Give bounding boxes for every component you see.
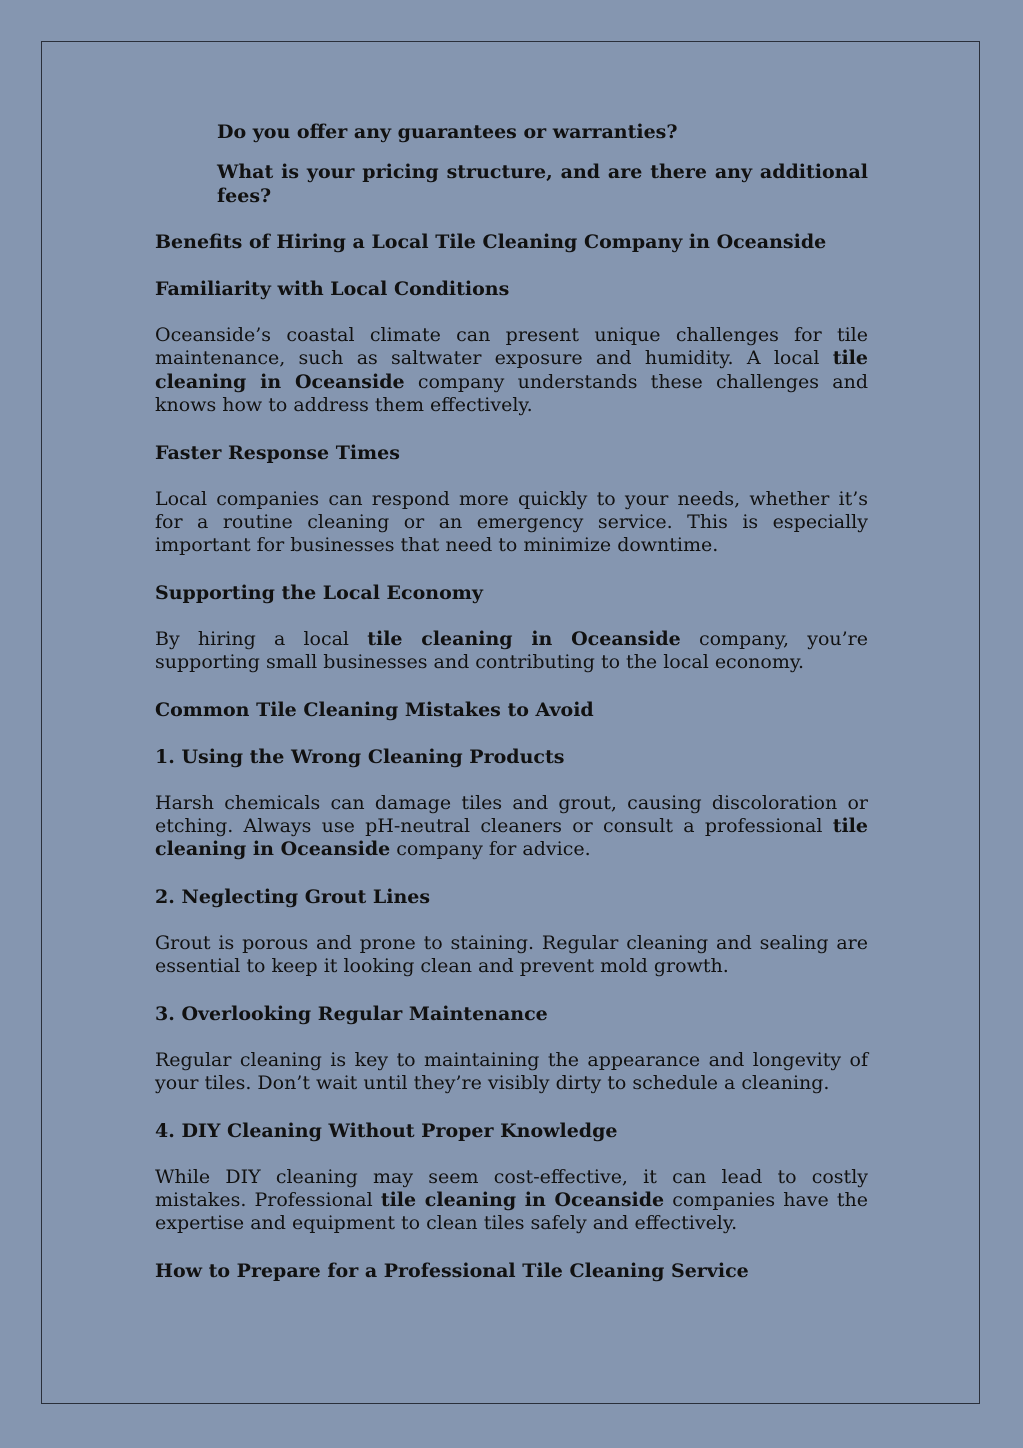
response-paragraph: Local companies can respond more quickly to your needs, whether it’s for a routine cleaning or an emergency service. This is especially important for businesses that need to minimize downtime. xyxy=(155,487,868,557)
wrong-products-keyword: tile cleaning in Oceanside xyxy=(155,815,868,861)
diy-text-b: companies have the expertise and equipment to clean tiles safely and effectively. xyxy=(155,1188,868,1235)
mistakes-heading: Common Tile Cleaning Mistakes to Avoid xyxy=(155,698,594,721)
familiarity-text-b: company understands these challenges and knows how to address them effectively. xyxy=(155,370,868,417)
wrong-products-text-b: company for advice. xyxy=(390,838,591,861)
faq-question-pricing: What is your pricing structure, and are there any additional fees? xyxy=(217,161,868,207)
prepare-heading: How to Prepare for a Professional Tile Cleaning Service xyxy=(155,1259,749,1282)
economy-heading: Supporting the Local Economy xyxy=(155,581,483,604)
document-content xyxy=(155,120,868,1306)
response-heading: Faster Response Times xyxy=(155,441,400,464)
familiarity-heading: Familiarity with Local Conditions xyxy=(155,278,510,300)
economy-text-a: By hiring a local xyxy=(155,627,368,650)
diy-text-a: While DIY cleaning may seem cost-effective, it can lead to costly mistakes. Professional xyxy=(155,1165,868,1211)
diy-heading: 4. DIY Cleaning Without Proper Knowledge xyxy=(155,1119,618,1142)
faq-question-guarantees: Do you offer any guarantees or warranties? xyxy=(217,121,678,143)
benefits-heading: Benefits of Hiring a Local Tile Cleaning Company in Oceanside xyxy=(155,231,827,253)
grout-paragraph: Grout is porous and prone to staining. Regular cleaning and sealing are essential to keep it looking clean and prevent mold growth. xyxy=(155,931,868,978)
wrong-products-text-a: Harsh chemicals can damage tiles and grout, causing discoloration or etching. Always use pH-neutral cleaners or consult a professional xyxy=(155,791,868,838)
economy-text-b: company, you’re supporting small businesses and contributing to the local economy. xyxy=(155,627,868,674)
wrong-products-heading: 1. Using the Wrong Cleaning Products xyxy=(155,745,565,768)
diy-keyword: tile cleaning in Oceanside xyxy=(380,1188,665,1211)
familiarity-text-a: Oceanside’s coastal climate can present unique challenges for tile maintenance, such as saltwater exposure and humidity. A local xyxy=(155,324,868,370)
familiarity-keyword: tile cleaning in Oceanside xyxy=(155,347,868,393)
maintenance-heading: 3. Overlooking Regular Maintenance xyxy=(155,1002,548,1025)
maintenance-paragraph: Regular cleaning is key to maintaining the appearance and longevity of your tiles. Don’t wait until they’re visibly dirty to schedule a cleaning. xyxy=(155,1048,868,1095)
wrong-products-paragraph xyxy=(155,792,868,862)
economy-paragraph xyxy=(155,628,868,675)
familiarity-paragraph xyxy=(155,324,868,418)
diy-paragraph xyxy=(155,1166,868,1236)
economy-keyword: tile cleaning in Oceanside xyxy=(367,627,681,650)
grout-heading: 2. Neglecting Grout Lines xyxy=(155,885,431,908)
